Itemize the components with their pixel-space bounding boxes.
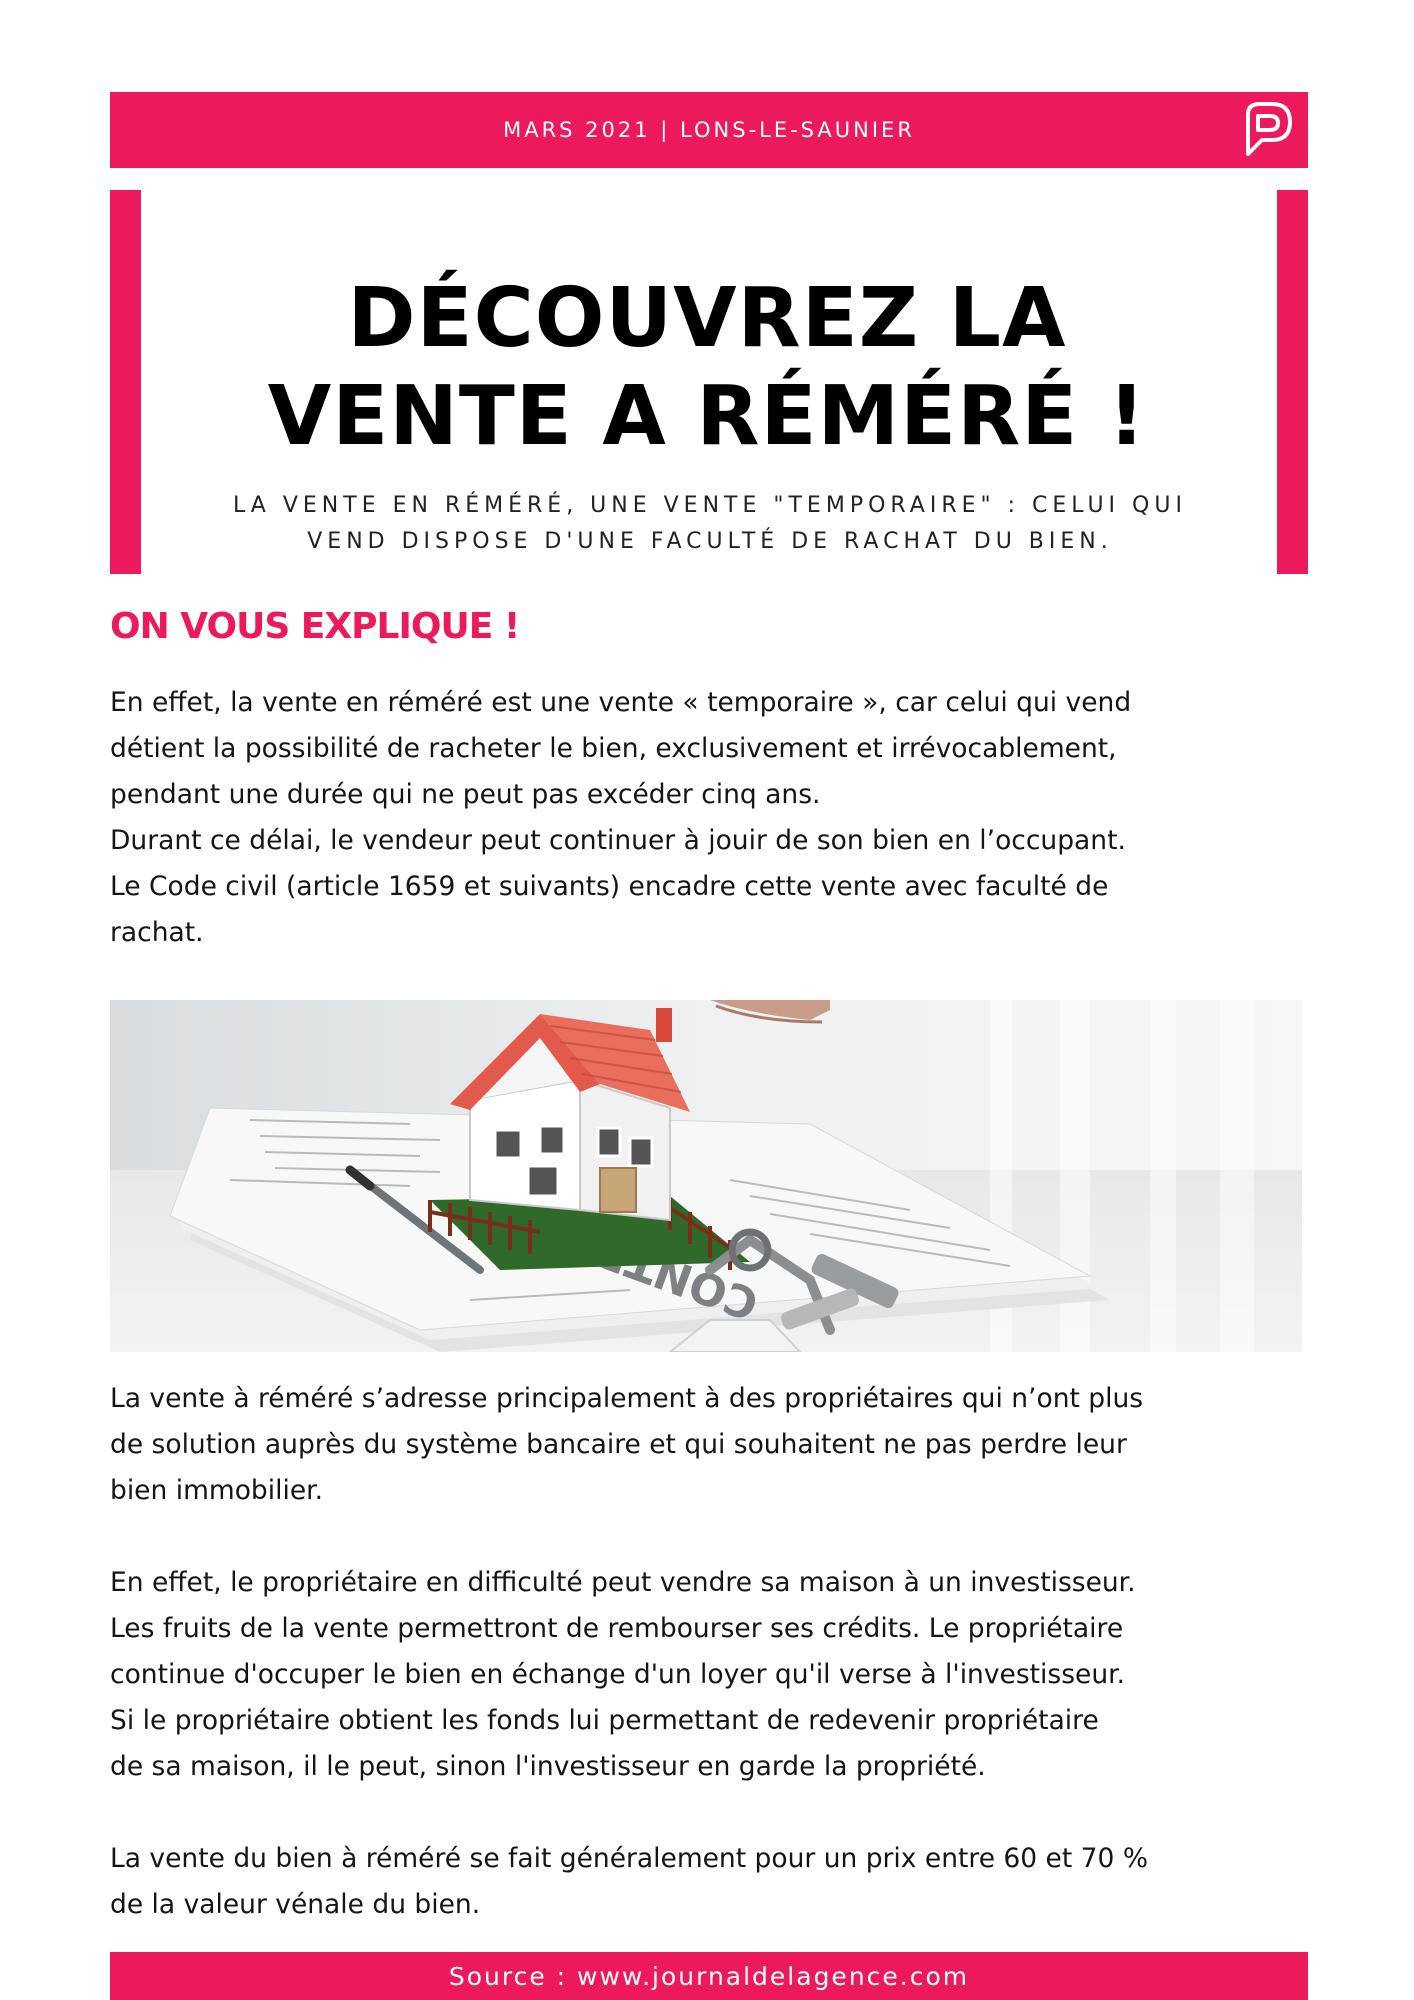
brand-logo-icon: [1234, 98, 1298, 162]
paragraph-line: de sa maison, il le peut, sinon l'investisseur en garde la propriété.: [110, 1751, 986, 1782]
paragraph-line: de solution auprès du système bancaire et qui souhaitent ne pas perdre leur: [110, 1429, 1127, 1460]
paragraph-line: La vente à réméré s’adresse principalement à des propriétaires qui n’ont plus: [110, 1383, 1144, 1414]
section-heading: ON VOUS EXPLIQUE !: [110, 606, 520, 647]
paragraph-line: En effet, la vente en réméré est une vente « temporaire », car celui qui vend: [110, 687, 1132, 718]
paragraph-line: de la valeur vénale du bien.: [110, 1889, 481, 1920]
paragraph-line: Le Code civil (article 1659 et suivants) encadre cette vente avec faculté de: [110, 871, 1109, 902]
title-line-2: VENTE A RÉMÉRÉ !: [267, 369, 1147, 464]
paragraph-price: [110, 1836, 1320, 1928]
paragraph-line: rachat.: [110, 917, 204, 948]
source-link[interactable]: Source : www.journaldelagence.com: [448, 1961, 970, 1991]
paragraph-intro: [110, 680, 1320, 956]
house-contract-photo: [110, 1000, 1302, 1352]
paragraph-line: Si le propriétaire obtient les fonds lui permettant de redevenir propriétaire: [110, 1705, 1099, 1736]
paragraph-line: bien immobilier.: [110, 1475, 324, 1506]
dateline: MARS 2021 | LONS-LE-SAUNIER: [503, 118, 915, 142]
title-line-1: DÉCOUVREZ LA: [347, 271, 1067, 366]
paragraph-process: [110, 1560, 1320, 1790]
subtitle-line-2: VEND DISPOSE D'UNE FACULTÉ DE RACHAT DU BIEN.: [307, 529, 1113, 554]
subtitle: [170, 488, 1250, 560]
page-title: [150, 270, 1264, 466]
paragraph-line: Les fruits de la vente permettront de rembourser ses crédits. Le propriétaire: [110, 1613, 1124, 1644]
header-bar: [110, 92, 1308, 168]
footer-bar: [110, 1952, 1308, 2000]
paragraph-line: La vente du bien à réméré se fait généralement pour un prix entre 60 et 70 %: [110, 1843, 1149, 1874]
left-accent-bar: [110, 190, 141, 574]
paragraph-line: Durant ce délai, le vendeur peut continuer à jouir de son bien en l’occupant.: [110, 825, 1126, 856]
paragraph-line: continue d'occuper le bien en échange d'un loyer qu'il verse à l'investisseur.: [110, 1659, 1125, 1690]
subtitle-line-1: LA VENTE EN RÉMÉRÉ, UNE VENTE "TEMPORAIRE" : CELUI QUI: [233, 493, 1187, 518]
paragraph-line: En effet, le propriétaire en difficulté peut vendre sa maison à un investisseur.: [110, 1567, 1136, 1598]
paragraph-audience: [110, 1376, 1320, 1514]
right-accent-bar: [1277, 190, 1308, 574]
paragraph-line: pendant une durée qui ne peut pas excéder cinq ans.: [110, 779, 821, 810]
paragraph-line: détient la possibilité de racheter le bien, exclusivement et irrévocablement,: [110, 733, 1117, 764]
